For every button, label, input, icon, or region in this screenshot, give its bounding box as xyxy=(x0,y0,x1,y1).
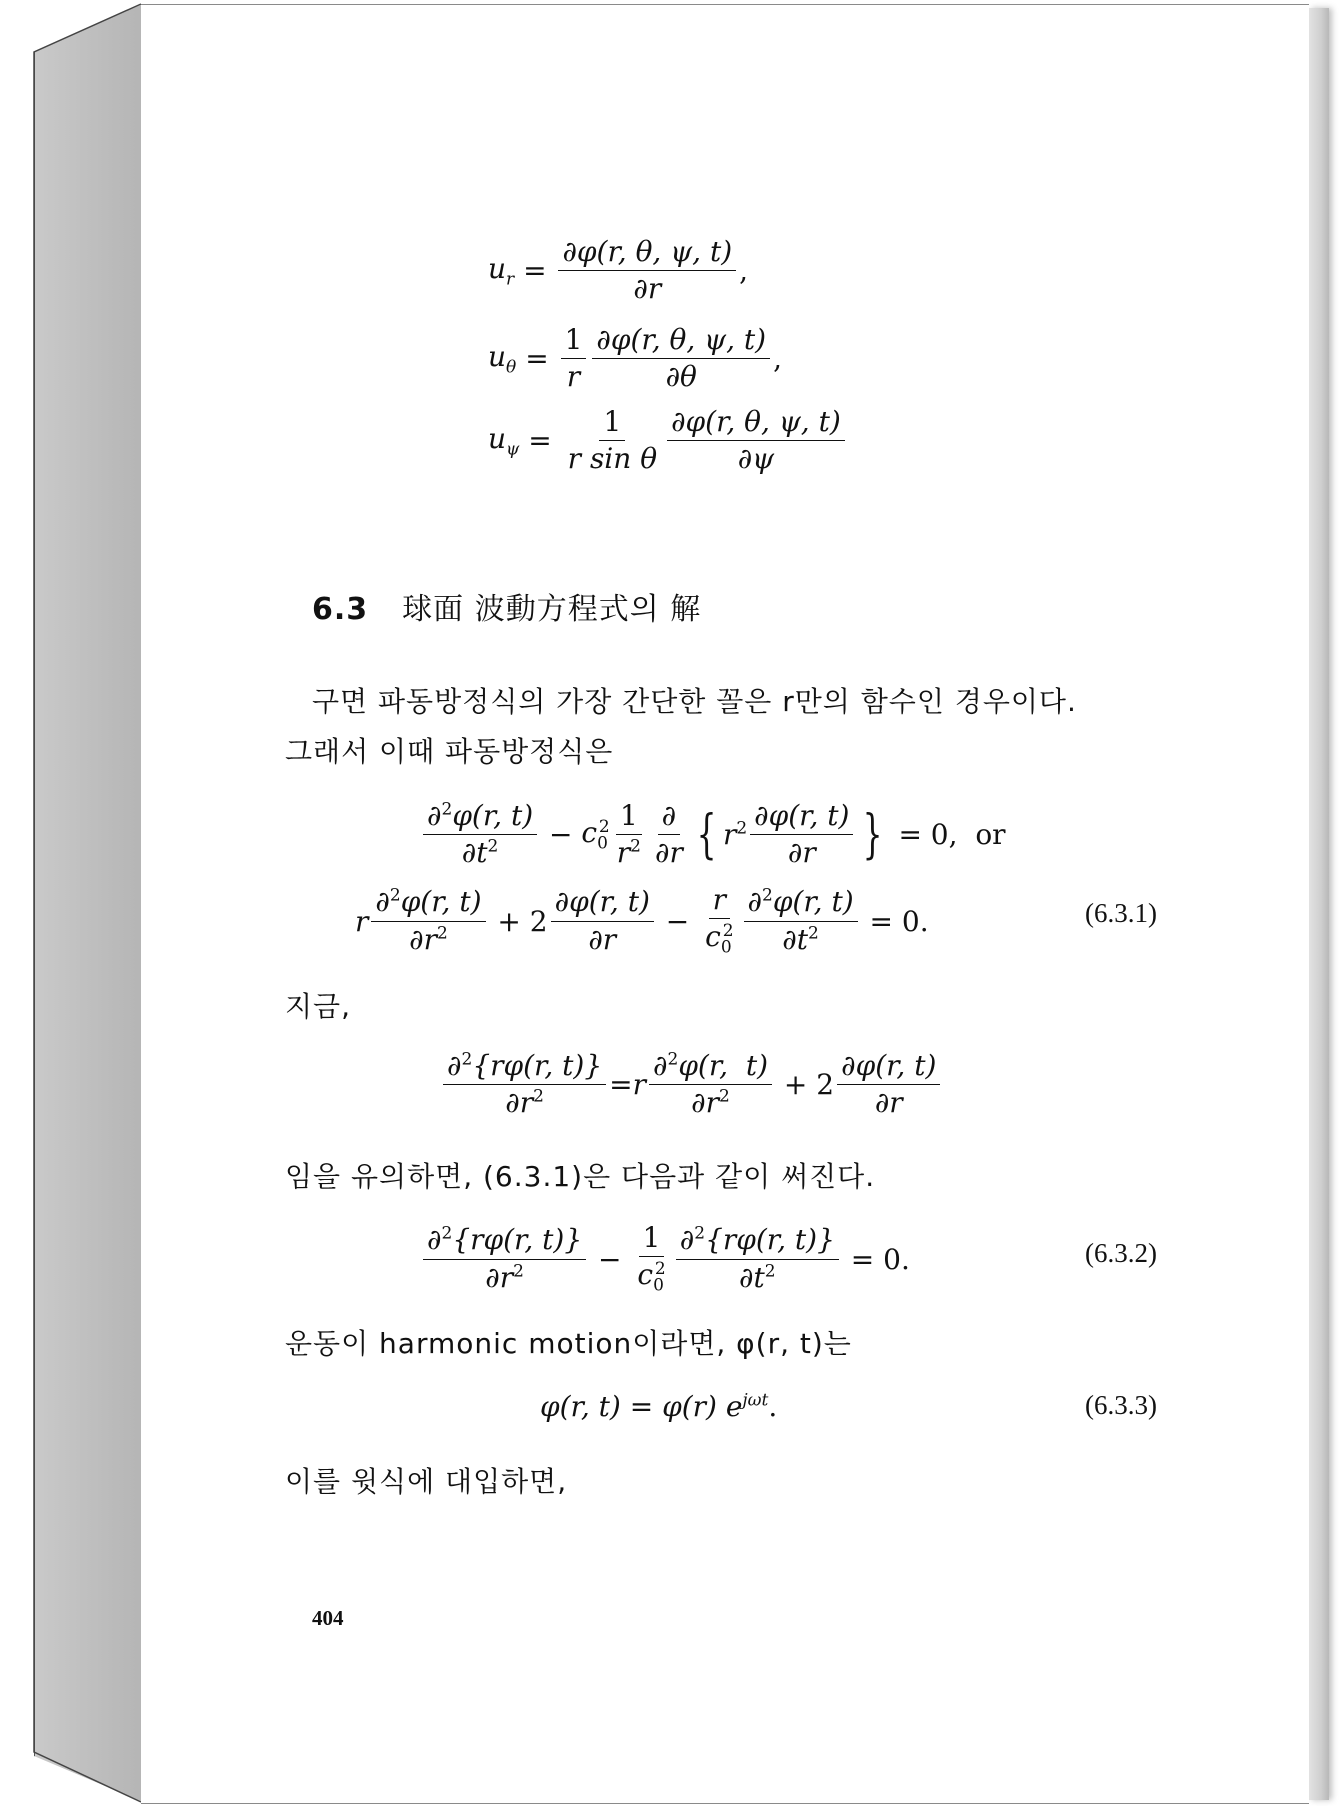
paragraph-line: 그래서 이때 파동방정식은 xyxy=(285,735,614,768)
book-spine xyxy=(34,4,143,1802)
wave-equation-line1: $\frac{\partial^2\varphi(r, t)}{\partial t^2}$ − $c_0^2$ $\frac{1}{r^2}$ $\frac{\partial}{\partial r}$ { $r^2$ $\frac{\partial\varphi(r, t)}{\partial r}$ } = 0, or xyxy=(420,800,1006,869)
paragraph-line: 구면 파동방정식의 가장 간단한 꼴은 r만의 함수인 경우이다. xyxy=(312,685,1077,718)
paragraph-line: 지금, xyxy=(285,990,351,1023)
section-title: 球面 波動方程式의 解 xyxy=(402,592,702,627)
section-heading xyxy=(312,584,701,628)
equation-u-r: $u_r$ = $\frac{\partial\varphi(r, \theta, \psi, t)}{\partial r}$ , xyxy=(488,235,749,306)
equation-u-psi: $u_\psi$ = $\frac{1}{\text{r sin θ}}$ $\frac{\partial\varphi(r, \theta, \psi, t)}{\partial\psi}$ xyxy=(488,406,848,475)
equation-label: (6.3.3) xyxy=(1085,1390,1157,1420)
fraction: $\frac{\partial\varphi(r, \theta, \psi, t)}{\partial r}$ xyxy=(558,236,736,305)
section-number: 6.3 xyxy=(312,592,369,627)
identity-equation: $\frac{\partial^2\{r\varphi(r, t)\}}{\partial r^2}$ = r $\frac{\partial^2\varphi(r, t)}{\partial r^2}$ + 2 $\frac{\partial\varphi(r, t)}{\partial r}$ xyxy=(440,1050,943,1119)
page-edge xyxy=(1309,8,1329,1800)
equation-label: (6.3.1) xyxy=(1085,898,1157,928)
paragraph-line: 임을 유의하면, (6.3.1)은 다음과 같이 써진다. xyxy=(285,1160,876,1193)
paragraph-line: 운동이 harmonic motion이라면, φ(r, t)는 xyxy=(285,1327,852,1360)
equation-6-3-3: φ(r, t) = φ(r) $e^{j\omega t}$. xyxy=(540,1390,778,1423)
page-number: 404 xyxy=(312,1606,344,1630)
equation-label: (6.3.2) xyxy=(1085,1238,1157,1268)
equation-6-3-2: $\frac{\partial^2\{r\varphi(r, t)\}}{\partial r^2}$ − $\frac{1}{c_0^2}$ $\frac{\partial^2\{r\varphi(r, t)\}}{\partial t^2}$ = 0. xyxy=(420,1222,910,1296)
equation-6-3-1: r $\frac{\partial^2\varphi(r, t)}{\partial r^2}$ + 2 $\frac{\partial\varphi(r, t)}{\partial r}$ − $\frac{r}{c_0^2}$ $\frac{\partial^2\varphi(r, t)}{\partial t^2}$ = 0. xyxy=(355,883,929,958)
paragraph-line: 이를 윗식에 대입하면, xyxy=(285,1465,568,1498)
equation-u-theta: $u_\theta$ = $\frac{1}{r}$ $\frac{\partial\varphi(r, \theta, \psi, t)}{\partial\theta}$ , xyxy=(488,323,783,394)
